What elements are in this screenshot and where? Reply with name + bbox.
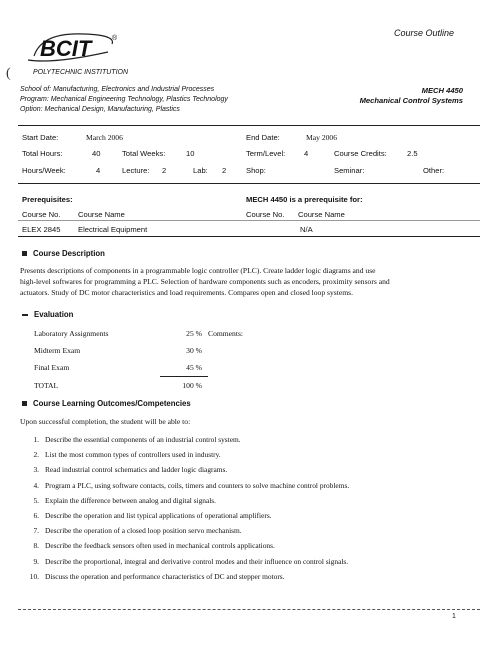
course-credits-label: Course Credits: (334, 149, 387, 158)
outcome-text: Explain the difference between analog and digital signals. (45, 495, 217, 505)
evaluation-row (34, 359, 243, 377)
divider-top (18, 125, 480, 126)
prereq-header-rule (18, 220, 480, 221)
evaluation-total-percent: 100 % (182, 381, 202, 390)
prereq-for-col-course-name: Course Name (298, 210, 345, 219)
outcomes-heading (22, 399, 191, 408)
evaluation-item-percent: 30 % (186, 346, 202, 355)
outcome-item (22, 432, 482, 447)
description-line-3: actuators. Study of DC motor characteristics and load requirements. Compares open and closed loop systems. (20, 288, 353, 297)
total-hours-label: Total Hours: (22, 149, 63, 158)
footer-rule (18, 609, 480, 610)
outcome-item (22, 447, 482, 462)
evaluation-row (34, 325, 243, 342)
total-weeks-label: Total Weeks: (122, 149, 166, 158)
lecture-value: 2 (162, 166, 167, 175)
description-line-1: Presents descriptions of components in a programmable logic controller (PLC). Create ladder logic diagrams and use (20, 266, 376, 275)
evaluation-item-percent: 45 % (160, 359, 208, 377)
evaluation-item-name: Final Exam (34, 363, 70, 373)
hours-week-label: Hours/Week: (22, 166, 66, 175)
outcome-number: 10. (29, 571, 39, 581)
outcome-number: 7. (33, 526, 39, 536)
evaluation-total-label: TOTAL (34, 380, 59, 390)
start-date-label: Start Date: (22, 133, 59, 142)
outcome-item (22, 493, 482, 508)
seminar-label: Seminar: (334, 166, 365, 175)
outcome-text: Program a PLC, using software contacts, coils, timers and counters to solve machine control problems. (45, 480, 350, 490)
outcome-item (22, 554, 482, 569)
section-bullet-icon (22, 251, 27, 256)
bcit-logo-graphic (24, 26, 134, 66)
end-date-label: End Date: (246, 133, 280, 142)
outcome-item (22, 478, 482, 493)
outcome-item (22, 569, 482, 584)
hours-week-value: 4 (96, 166, 101, 175)
prereq-course-no: ELEX 2845 (22, 225, 61, 234)
section-bullet-icon (22, 401, 27, 406)
outcomes-intro: Upon successful completion, the student will be able to: (20, 417, 191, 426)
outcomes-list (22, 432, 482, 584)
outcome-text: Describe the operation of a closed loop position servo mechanism. (45, 526, 242, 536)
outcome-item (22, 523, 482, 538)
evaluation-item-name: Midterm Exam (34, 346, 81, 355)
prereq-for-heading: MECH 4450 is a prerequisite for: (246, 195, 363, 204)
divider-details (18, 183, 480, 184)
other-label: Other: (423, 166, 445, 175)
term-level-label: Term/Level: (246, 149, 286, 158)
registered-mark: ® (112, 35, 118, 42)
school-line: School of: Manufacturing, Electronics and Industrial Processes (20, 86, 215, 93)
description-line-2: high-level softwares for programming a PLC. Selection of hardware components such as encoders, proximity sensors and (20, 277, 390, 286)
outcome-text: Describe the essential components of an industrial control system. (45, 435, 241, 444)
course-title: Mechanical Control Systems (359, 96, 463, 105)
total-hours-value: 40 (92, 149, 101, 158)
evaluation-heading (22, 310, 73, 319)
prereq-col-course-no: Course No. (22, 210, 61, 219)
prereq-for-col-course-no: Course No. (246, 210, 285, 219)
evaluation-total-row (34, 377, 243, 395)
prereq-col-course-name: Course Name (78, 210, 125, 219)
outcome-item (22, 508, 482, 523)
evaluation-comments-label: Comments: (208, 329, 244, 338)
outcome-number: 8. (33, 541, 39, 551)
outcomes-heading-text: Course Learning Outcomes/Competencies (33, 399, 191, 408)
prereq-for-value: N/A (300, 225, 313, 234)
logo-text: BCIT (40, 36, 92, 61)
total-weeks-value: 10 (186, 149, 195, 158)
outcome-item (22, 538, 482, 553)
lab-label: Lab: (193, 166, 208, 175)
outcome-number: 1. (33, 435, 39, 444)
outcome-number: 2. (33, 450, 39, 460)
outcome-number: 4. (33, 480, 39, 490)
course-outline-label: Course Outline (394, 28, 455, 38)
outcome-text: Read industrial control schematics and ladder logic diagrams. (45, 465, 228, 475)
lecture-label: Lecture: (122, 166, 150, 175)
evaluation-item-percent: 25 % (186, 329, 202, 338)
shop-label: Shop: (246, 166, 266, 175)
section-bullet-icon (22, 314, 28, 316)
margin-mark: ( (6, 66, 11, 81)
course-description-heading (22, 249, 105, 258)
outcome-number: 5. (33, 495, 39, 505)
divider-prereq (18, 236, 480, 237)
outcome-number: 3. (33, 465, 39, 475)
course-description-heading-text: Course Description (33, 249, 105, 258)
evaluation-heading-text: Evaluation (34, 310, 74, 319)
outcome-number: 6. (33, 510, 39, 520)
lab-value: 2 (222, 166, 227, 175)
term-level-value: 4 (304, 149, 309, 158)
prereq-course-name: Electrical Equipment (78, 225, 148, 234)
polytechnic-label: POLYTECHNIC INSTITUTION (33, 69, 129, 76)
end-date-value: May 2006 (306, 133, 338, 142)
evaluation-item-name: Laboratory Assignments (34, 329, 109, 338)
evaluation-row (34, 342, 243, 359)
evaluation-table (34, 325, 243, 394)
outcome-text: Describe the operation and list typical applications of operational amplifiers. (45, 510, 272, 520)
course-code: MECH 4450 (421, 86, 463, 95)
start-date-value: March 2006 (86, 133, 123, 142)
outcome-number: 9. (33, 556, 39, 566)
prerequisites-heading: Prerequisites: (22, 195, 73, 204)
program-line: Program: Mechanical Engineering Technology, Plastics Technology (20, 96, 228, 103)
outcome-item (22, 462, 482, 477)
course-credits-value: 2.5 (407, 149, 418, 158)
option-line: Option: Mechanical Design, Manufacturing, Plastics (20, 106, 180, 113)
outcome-text: Describe the feedback sensors often used in mechanical controls applications. (45, 541, 275, 551)
outcome-text: Describe the proportional, integral and derivative control modes and their influence on control signals. (45, 556, 349, 566)
page-number: 1 (452, 613, 456, 620)
outcome-text: Discuss the operation and performance characteristics of DC and stepper motors. (45, 571, 285, 581)
outcome-text: List the most common types of controllers used in industry. (45, 450, 221, 460)
bcit-logo (24, 26, 134, 66)
